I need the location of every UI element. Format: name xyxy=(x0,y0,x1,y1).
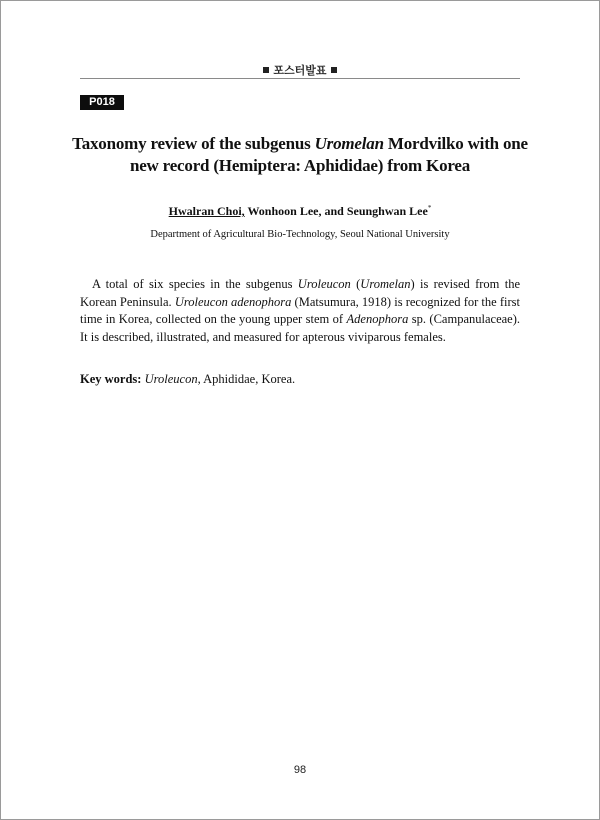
keywords-line xyxy=(80,372,520,387)
abstract-italic: Adenophora xyxy=(346,312,409,326)
co-authors: Wonhoon Lee, and Seunghwan Lee xyxy=(244,204,428,218)
abstract-seg: (Matsumura, 1918) is recognized for the first time in Korea, collected on the young upper stem of xyxy=(80,294,520,326)
poster-code-badge: P018 xyxy=(80,95,124,110)
section-label: 포스터발표 xyxy=(273,64,327,77)
paper-title xyxy=(70,133,530,177)
abstract-seg: A total of six species in the subgenus xyxy=(92,277,298,291)
corresponding-mark: * xyxy=(427,204,432,212)
abstract-italic: Uroleucon adenophora xyxy=(174,294,292,309)
page-number: 98 xyxy=(293,764,307,776)
abstract-italic: Uromelan xyxy=(360,277,411,291)
square-bullet-icon xyxy=(263,67,269,73)
abstract-text xyxy=(80,276,520,346)
keyword-italic: Uroleucon xyxy=(144,372,198,386)
author-list xyxy=(80,204,520,219)
presenting-author: Hwalran Choi, xyxy=(168,204,245,218)
abstract-seg: sp. (Campanulaceae). It is described, illustrated, and measured for apterous viviparous females. xyxy=(80,312,520,344)
abstract-seg: ( xyxy=(350,277,361,291)
keywords-rest: , Aphididae, Korea. xyxy=(197,372,296,386)
abstract-seg: ) is revised from the Korean Peninsula. xyxy=(80,277,521,309)
affiliation: Department of Agricultural Bio-Technology, Seoul National University xyxy=(150,229,450,240)
abstract-italic: Uroleucon xyxy=(297,277,351,291)
title-part2: Mordvilko with one new record (Hemiptera: Aphididae) from Korea xyxy=(129,134,528,175)
header-divider xyxy=(80,78,520,79)
title-italic: Uromelan xyxy=(314,134,384,153)
title-part1: Taxonomy review of the subgenus xyxy=(72,134,315,153)
section-header xyxy=(80,62,520,78)
keywords-label: Key words: xyxy=(80,372,142,386)
square-bullet-icon xyxy=(331,67,337,73)
